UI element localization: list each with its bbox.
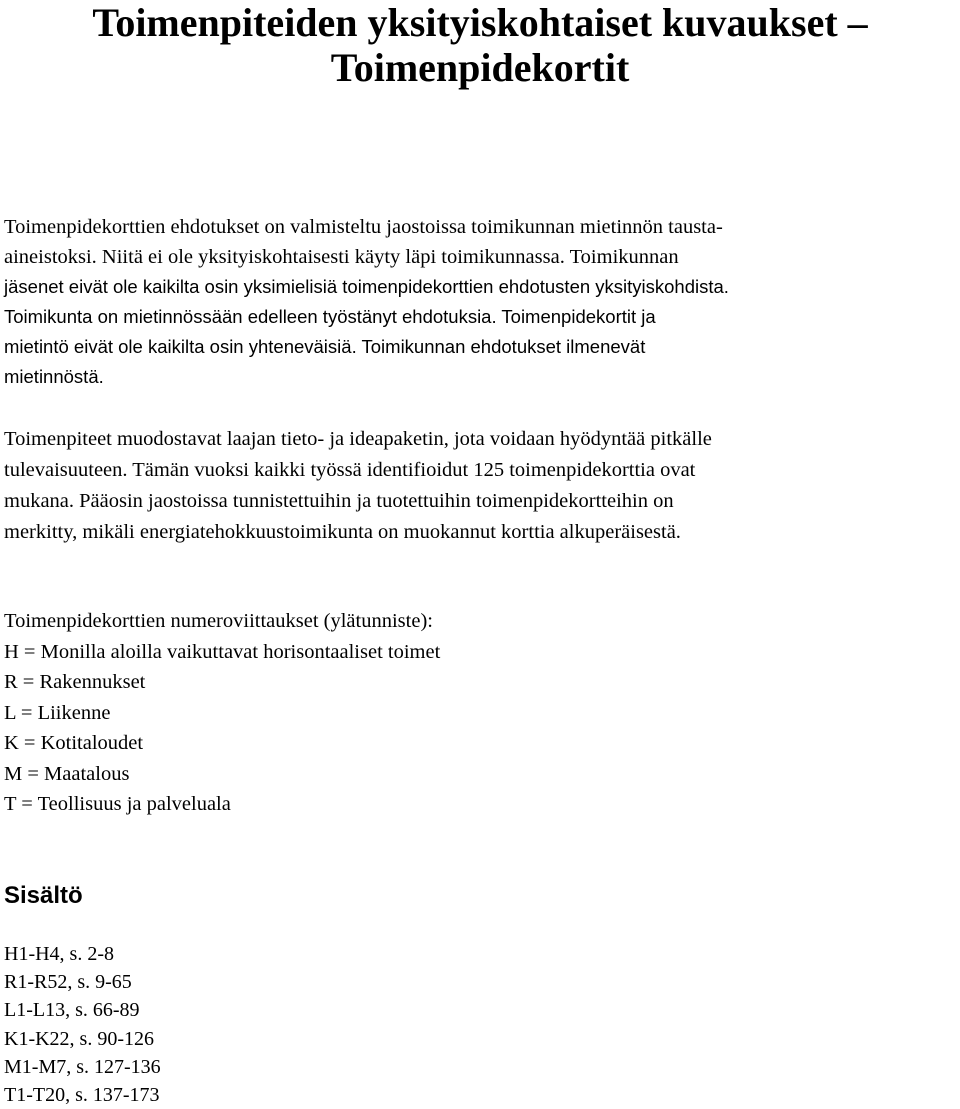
code-legend-item: M = Maatalous <box>4 762 130 785</box>
contents-item: M1-M7, s. 127-136 <box>4 1055 161 1078</box>
contents-item: R1-R52, s. 9-65 <box>4 971 132 994</box>
title-line-1: Toimenpiteiden yksityiskohtaiset kuvaukset – <box>92 0 868 45</box>
intro-line-1: Toimenpidekorttien ehdotukset on valmisteltu jaostoissa toimikunnan mietinnön tausta- <box>4 216 723 238</box>
contents-heading: Sisältö <box>4 882 83 909</box>
code-legend-item: R = Rakennukset <box>4 671 146 693</box>
contents-list <box>4 940 161 1109</box>
scope-line-3: mukana. Pääosin jaostoissa tunnistettuihin ja tuotettuihin toimenpidekortteihin on <box>4 490 674 512</box>
scope-line-2: tulevaisuuteen. Tämän vuoksi kaikki työssä identifioidut 125 toimenpidekorttia ovat <box>4 459 696 481</box>
contents-item: K1-K22, s. 90-126 <box>4 1027 154 1050</box>
intro-line-5: mietintö eivät ole kaikilta osin yhteneväisiä. Toimikunnan ehdotukset ilmenevät <box>4 336 646 357</box>
scope-line-4: merkitty, mikäli energiatehokkuustoimikunta on muokannut korttia alkuperäisestä. <box>4 521 681 543</box>
contents-item: H1-H4, s. 2-8 <box>4 943 114 965</box>
contents-item: L1-L13, s. 66-89 <box>4 999 140 1022</box>
intro-line-2: aineistoksi. Niitä ei ole yksityiskohtaisesti käyty läpi toimikunnassa. Toimikunnan <box>4 246 679 268</box>
contents-item: T1-T20, s. 137-173 <box>4 1084 160 1107</box>
intro-line-4: Toimikunta on mietinnössään edelleen työstänyt ehdotuksia. Toimenpidekortit ja <box>4 306 656 327</box>
code-legend-item: L = Liikenne <box>4 701 111 724</box>
code-legend-item: H = Monilla aloilla vaikuttavat horisontaaliset toimet <box>4 640 441 663</box>
intro-line-3: jäsenet eivät ole kaikilta osin yksimielisiä toimenpidekorttien ehdotusten yksityiskohdista. <box>4 276 729 297</box>
code-legend-item: T = Teollisuus ja palveluala <box>4 793 231 815</box>
scope-line-1: Toimenpiteet muodostavat laajan tieto- ja ideapaketin, jota voidaan hyödyntää pitkälle <box>4 428 712 450</box>
page-title <box>0 0 960 90</box>
code-legend-list <box>4 606 440 820</box>
scope-paragraph <box>4 424 959 548</box>
intro-line-6: mietinnöstä. <box>4 366 104 387</box>
intro-paragraph <box>4 212 959 392</box>
code-legend-item: K = Kotitaloudet <box>4 732 144 754</box>
code-legend-heading: Toimenpidekorttien numeroviittaukset (ylätunniste): <box>4 610 433 632</box>
title-line-2: Toimenpidekortit <box>330 45 630 90</box>
